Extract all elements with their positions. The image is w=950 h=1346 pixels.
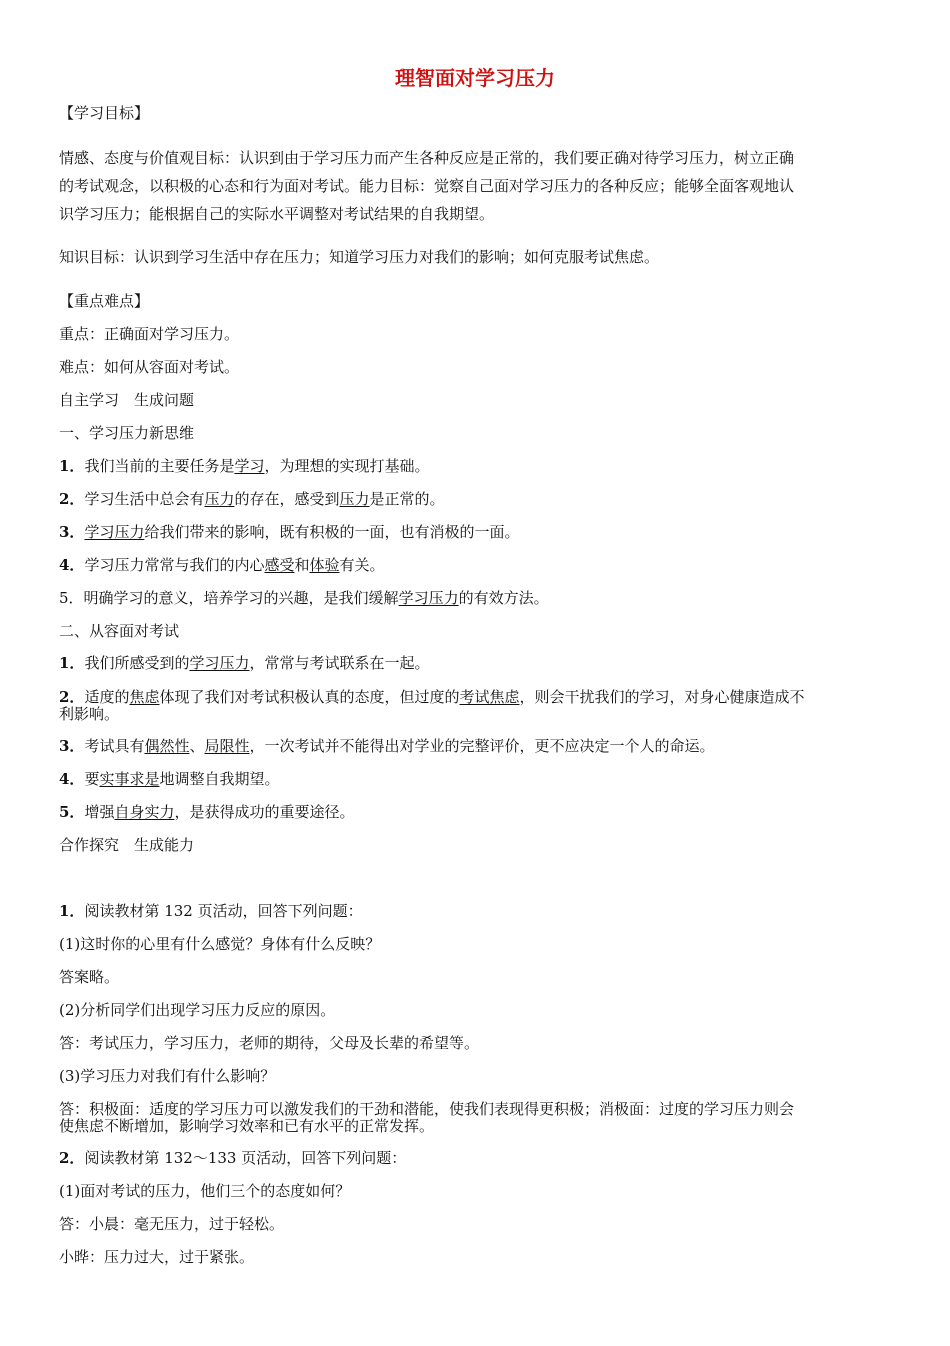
emotion-goal-line-2: 的考试观念，以积极的心态和行为面对考试。能力目标：觉察自己面对学习压力的各种反应；能够全面客观地认 (59, 177, 795, 195)
q2-sub-question-1: (1)面对考试的压力，他们三个的态度如何？ (59, 1182, 351, 1200)
q1-answer-1: 答案略。 (59, 968, 120, 986)
answer-blank: 压力 (204, 490, 235, 508)
cooperation-heading: 合作探究 生成能力 (59, 836, 195, 854)
list-item: 1．我们当前的主要任务是学习，为理想的实现打基础。 (59, 457, 430, 475)
emotion-goal-line-3: 识学习压力；能根据自己的实际水平调整对考试结果的自我期望。 (59, 205, 495, 223)
list-item: 3．学习压力给我们带来的影响，既有积极的一面，也有消极的一面。 (59, 523, 520, 541)
q1-answer-2: 答：考试压力，学习压力，老师的期待，父母及长辈的希望等。 (59, 1034, 480, 1052)
list-item: 5．明确学习的意义，培养学习的兴趣，是我们缓解学习压力的有效方法。 (59, 589, 549, 607)
question-2: 2．阅读教材第 132～133 页活动，回答下列问题： (59, 1149, 407, 1167)
q1-sub-question-1: (1)这时你的心里有什么感觉？身体有什么反映？ (59, 935, 381, 953)
list-item-continuation: 利影响。 (59, 705, 120, 723)
difficulty-point: 难点：如何从容面对考试。 (59, 358, 240, 376)
answer-blank: 局限性 (204, 737, 250, 755)
question-1: 1．阅读教材第 132 页活动，回答下列问题： (59, 902, 363, 920)
self-study-heading: 自主学习 生成问题 (59, 391, 195, 409)
q1-sub-question-2: (2)分析同学们出现学习压力反应的原因。 (59, 1001, 336, 1019)
learning-goals-heading: 【学习目标】 (59, 104, 150, 122)
q1-answer-3-line-2: 使焦虑不断增加，影响学习效率和已有水平的正常发挥。 (59, 1117, 435, 1135)
answer-blank: 学习压力 (84, 523, 145, 541)
answer-blank: 学习压力 (398, 589, 459, 607)
answer-blank: 学习压力 (189, 654, 250, 672)
answer-blank: 自身实力 (114, 803, 175, 821)
answer-blank: 考试焦虑 (459, 688, 520, 706)
answer-blank: 实事求是 (99, 770, 160, 788)
part2-heading: 二、从容面对考试 (59, 622, 180, 640)
answer-blank: 感受 (264, 556, 295, 574)
knowledge-goal: 知识目标：认识到学习生活中存在压力；知道学习压力对我们的影响；如何克服考试焦虑。 (59, 248, 660, 266)
answer-blank: 焦虑 (129, 688, 160, 706)
key-points-heading: 【重点难点】 (59, 292, 150, 310)
q1-answer-3-line-1: 答：积极面：适度的学习压力可以激发我们的干劲和潜能，使我们表现得更积极；消极面：过度的学习压力则会 (59, 1100, 795, 1118)
list-item: 4．要实事求是地调整自我期望。 (59, 770, 280, 788)
list-item: 1．我们所感受到的学习压力，常常与考试联系在一起。 (59, 654, 430, 672)
list-item: 5．增强自身实力，是获得成功的重要途径。 (59, 803, 355, 821)
q2-answer-1: 答：小晨：毫无压力，过于轻松。 (59, 1215, 285, 1233)
list-item: 2．适度的焦虑体现了我们对考试积极认真的态度，但过度的考试焦虑，则会干扰我们的学习，对身心健康造成不 (59, 688, 805, 706)
list-item: 4．学习压力常常与我们的内心感受和体验有关。 (59, 556, 385, 574)
answer-blank: 偶然性 (144, 737, 190, 755)
answer-blank: 学习 (234, 457, 265, 475)
list-item: 2．学习生活中总会有压力的存在，感受到压力是正常的。 (59, 490, 445, 508)
q1-sub-question-3: (3)学习压力对我们有什么影响？ (59, 1067, 276, 1085)
part1-heading: 一、学习压力新思维 (59, 424, 195, 442)
page-title: 理智面对学习压力 (395, 66, 555, 90)
focus-point: 重点：正确面对学习压力。 (59, 325, 240, 343)
q2-answer-2: 小晔：压力过大，过于紧张。 (59, 1248, 255, 1266)
emotion-goal-line-1: 情感、态度与价值观目标：认识到由于学习压力而产生各种反应是正常的，我们要正确对待学习压力，树立正确 (59, 149, 795, 167)
list-item: 3．考试具有偶然性、局限性，一次考试并不能得出对学业的完整评价，更不应决定一个人的命运。 (59, 737, 715, 755)
answer-blank: 压力 (339, 490, 370, 508)
answer-blank: 体验 (309, 556, 340, 574)
